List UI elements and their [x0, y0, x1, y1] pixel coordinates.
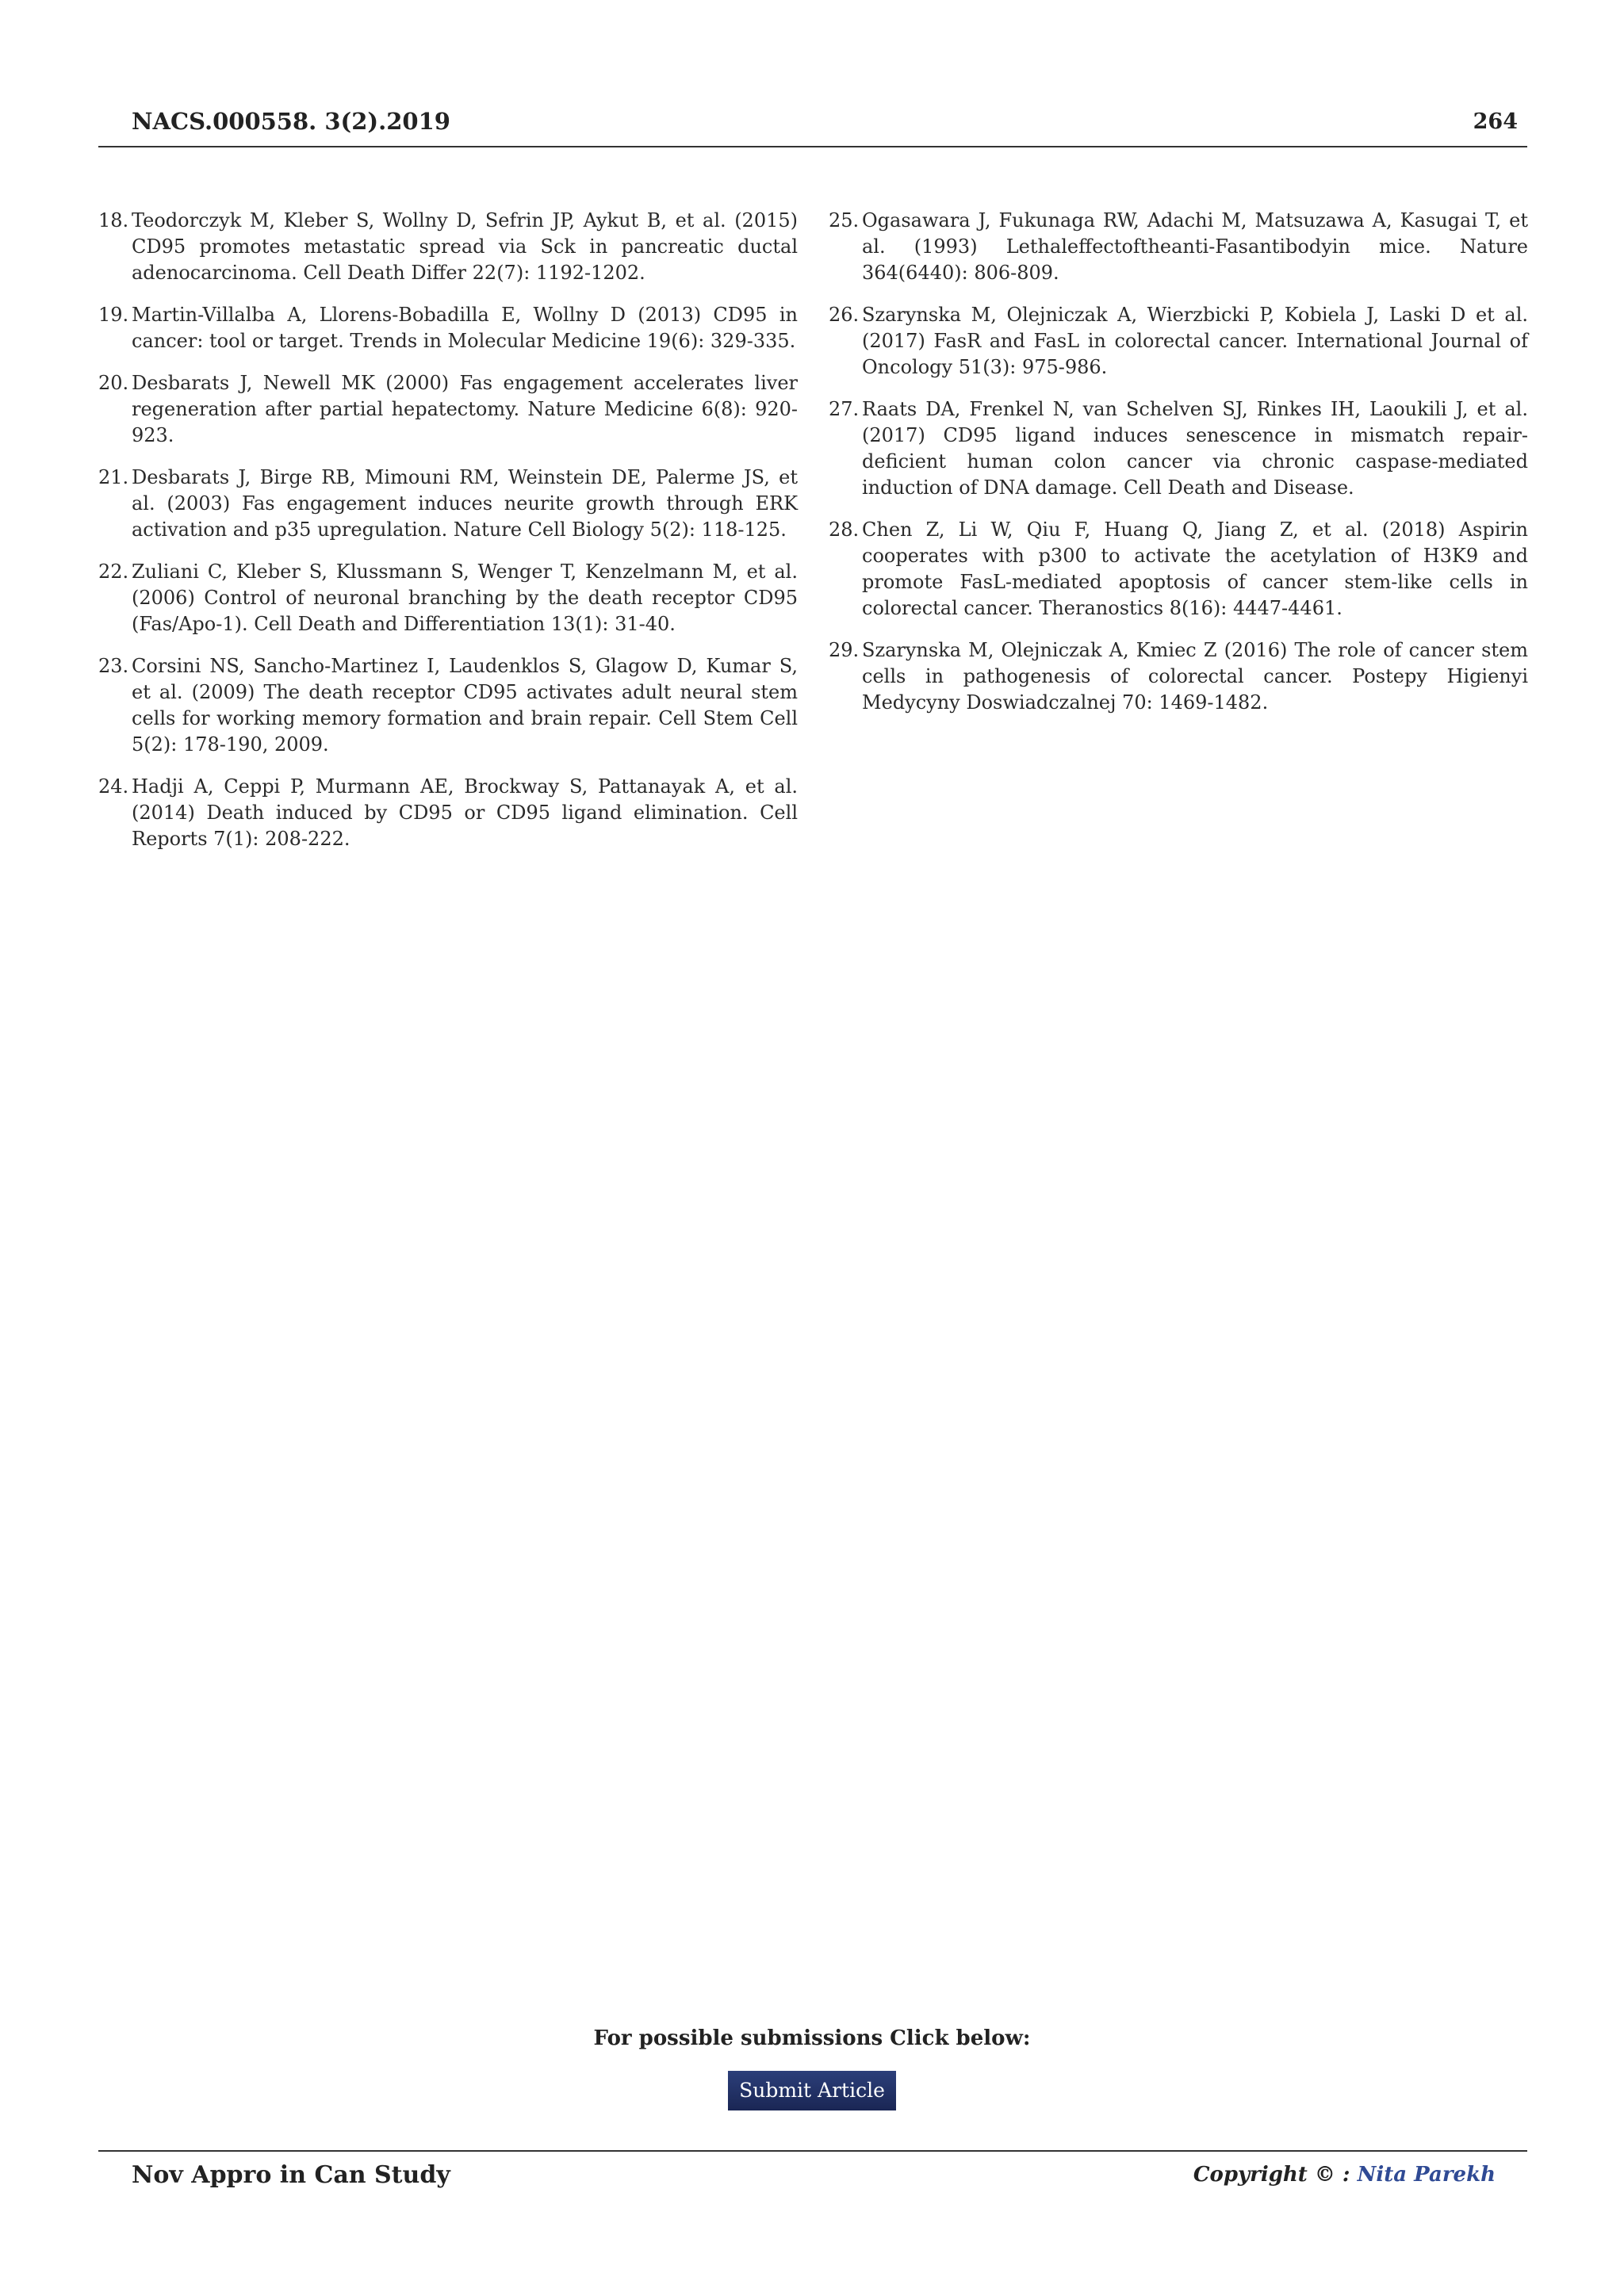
reference-number: 24.: [98, 775, 129, 798]
submission-prompt: For possible submissions Click below:: [593, 2026, 1031, 2050]
page-number: 264: [1473, 109, 1518, 134]
reference-item: [98, 559, 798, 637]
reference-number: 19.: [98, 304, 129, 326]
reference-number: 28.: [829, 519, 860, 541]
reference-text: Szarynska M, Olejniczak A, Kmiec Z (2016) The role of cancer stem cells in pathogenesis of colorectal cancer. Postepy Higienyi Medycyny Doswiadczalnej 70: 1469-1482.: [862, 639, 1528, 714]
reference-text: Teodorczyk M, Kleber S, Wollny D, Sefrin JP, Aykut B, et al. (2015) CD95 promotes metastatic spread via Sck in pancreatic ductal adenocarcinoma. Cell Death Differ 22(7): 1192-1202.: [132, 209, 798, 284]
page-footer: [98, 2150, 1527, 2199]
reference-item: [98, 302, 798, 354]
submission-section: [0, 2026, 1624, 2110]
reference-item: [98, 208, 798, 286]
reference-item: [829, 302, 1528, 381]
reference-text: Hadji A, Ceppi P, Murmann AE, Brockway S, Pattanayak A, et al. (2014) Death induced by CD95 or CD95 ligand elimination. Cell Reports 7(1): 208-222.: [132, 775, 798, 850]
reference-number: 26.: [829, 304, 860, 326]
reference-item: [829, 637, 1528, 716]
reference-number: 25.: [829, 209, 860, 232]
reference-item: [829, 517, 1528, 622]
reference-item: [829, 208, 1528, 286]
reference-text: Martin-Villalba A, Llorens-Bobadilla E, Wollny D (2013) CD95 in cancer: tool or target. Trends in Molecular Medicine 19(6): 329-335.: [132, 304, 798, 352]
reference-text: Raats DA, Frenkel N, van Schelven SJ, Rinkes IH, Laoukili J, et al. (2017) CD95 ligand induces senescence in mismatch repair-deficient human colon cancer via chronic caspase-mediated induction of DNA damage. Cell Death and Disease.: [862, 398, 1528, 499]
reference-text: Desbarats J, Newell MK (2000) Fas engagement accelerates liver regeneration after partial hepatectomy. Nature Medicine 6(8): 920-923.: [132, 372, 798, 446]
references-left-column: [98, 208, 798, 868]
page-header: [98, 105, 1527, 147]
reference-number: 20.: [98, 372, 129, 394]
reference-number: 27.: [829, 398, 860, 420]
copyright-label: Copyright © :: [1193, 2163, 1358, 2187]
reference-item: [98, 465, 798, 543]
reference-text: Ogasawara J, Fukunaga RW, Adachi M, Matsuzawa A, Kasugai T, et al. (1993) Lethaleffectoftheanti-Fasantibodyin mice. Nature 364(6440): 806-809.: [862, 209, 1528, 284]
reference-number: 22.: [98, 561, 129, 583]
reference-text: Desbarats J, Birge RB, Mimouni RM, Weinstein DE, Palerme JS, et al. (2003) Fas engagement induces neurite growth through ERK activation and p35 upregulation. Nature Cell Biology 5(2): 118-125.: [132, 466, 798, 541]
reference-text: Chen Z, Li W, Qiu F, Huang Q, Jiang Z, et al. (2018) Aspirin cooperates with p300 to activate the acetylation of H3K9 and promote FasL-mediated apoptosis of cancer stem-like cells in colorectal cancer. Theranostics 8(16): 4447-4461.: [862, 519, 1528, 619]
reference-item: [98, 653, 798, 758]
reference-text: Zuliani C, Kleber S, Klussmann S, Wenger T, Kenzelmann M, et al. (2006) Control of neuronal branching by the death receptor CD95 (Fas/Apo-1). Cell Death and Differentiation 13(1): 31-40.: [132, 561, 798, 635]
reference-item: [98, 370, 798, 449]
journal-id: NACS.000558. 3(2).2019: [132, 108, 450, 135]
journal-short-title: Nov Appro in Can Study: [132, 2161, 450, 2189]
references-right-column: [829, 208, 1528, 732]
reference-text: Corsini NS, Sancho-Martinez I, Laudenklos S, Glagow D, Kumar S, et al. (2009) The death receptor CD95 activates adult neural stem cells for working memory formation and brain repair. Cell Stem Cell 5(2): 178-190, 2009.: [132, 655, 798, 756]
reference-number: 21.: [98, 466, 129, 488]
reference-text: Szarynska M, Olejniczak A, Wierzbicki P, Kobiela J, Laski D et al. (2017) FasR and FasL in colorectal cancer. International Journal of Oncology 51(3): 975-986.: [862, 304, 1528, 378]
reference-number: 23.: [98, 655, 129, 677]
reference-item: [829, 396, 1528, 501]
copyright-notice: [1193, 2163, 1496, 2187]
copyright-author-link[interactable]: Nita Parekh: [1357, 2163, 1496, 2187]
submit-article-button[interactable]: Submit Article: [728, 2071, 896, 2110]
reference-item: [98, 774, 798, 852]
reference-number: 18.: [98, 209, 129, 232]
reference-number: 29.: [829, 639, 860, 661]
